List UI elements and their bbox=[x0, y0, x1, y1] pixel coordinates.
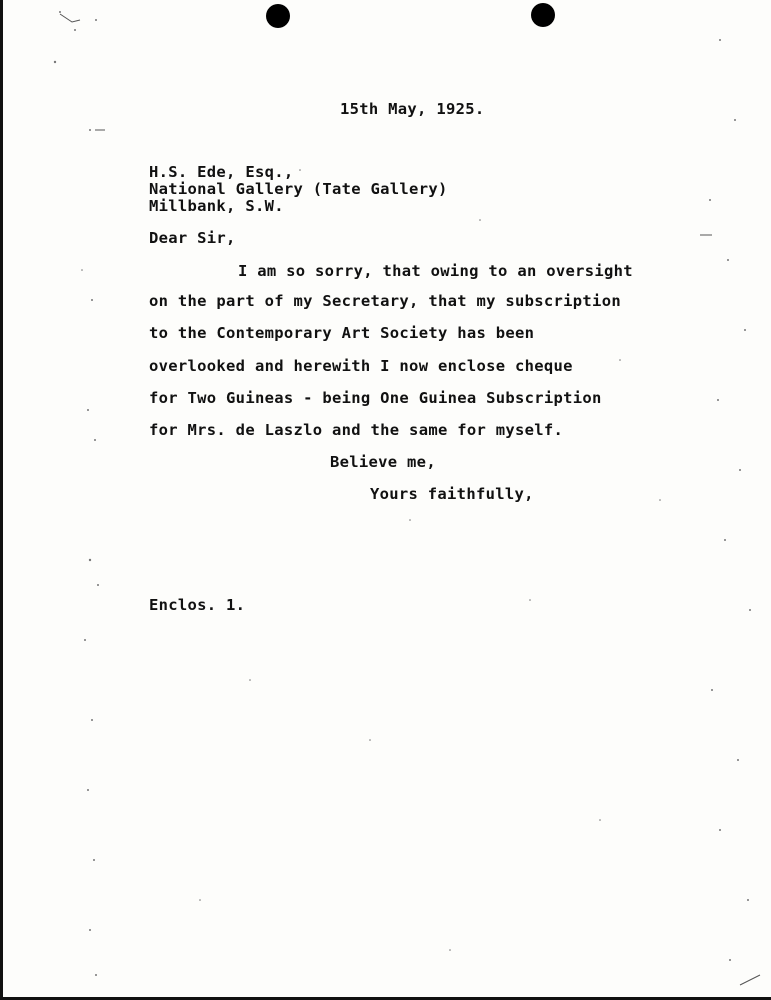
closing-believe-me: Believe me, bbox=[330, 453, 436, 471]
punch-hole-right bbox=[531, 3, 555, 27]
enclosure-note: Enclos. 1. bbox=[149, 596, 246, 614]
recipient-name: H.S. Ede, Esq., bbox=[149, 163, 294, 181]
recipient-institution: National Gallery (Tate Gallery) bbox=[149, 180, 448, 198]
salutation: Dear Sir, bbox=[149, 229, 236, 247]
body-line-4: overlooked and herewith I now enclose cheque bbox=[149, 357, 573, 375]
body-line-6: for Mrs. de Laszlo and the same for myself. bbox=[149, 421, 564, 439]
recipient-address: Millbank, S.W. bbox=[149, 197, 284, 215]
body-line-5: for Two Guineas - being One Guinea Subscription bbox=[149, 389, 602, 407]
body-line-1: I am so sorry, that owing to an oversight bbox=[238, 262, 633, 280]
scan-left-edge bbox=[0, 0, 3, 1000]
letter-date: 15th May, 1925. bbox=[340, 100, 485, 118]
body-line-2: on the part of my Secretary, that my subscription bbox=[149, 292, 621, 310]
body-line-3: to the Contemporary Art Society has been bbox=[149, 324, 535, 342]
closing-yours-faithfully: Yours faithfully, bbox=[370, 485, 534, 503]
punch-hole-left bbox=[266, 4, 290, 28]
